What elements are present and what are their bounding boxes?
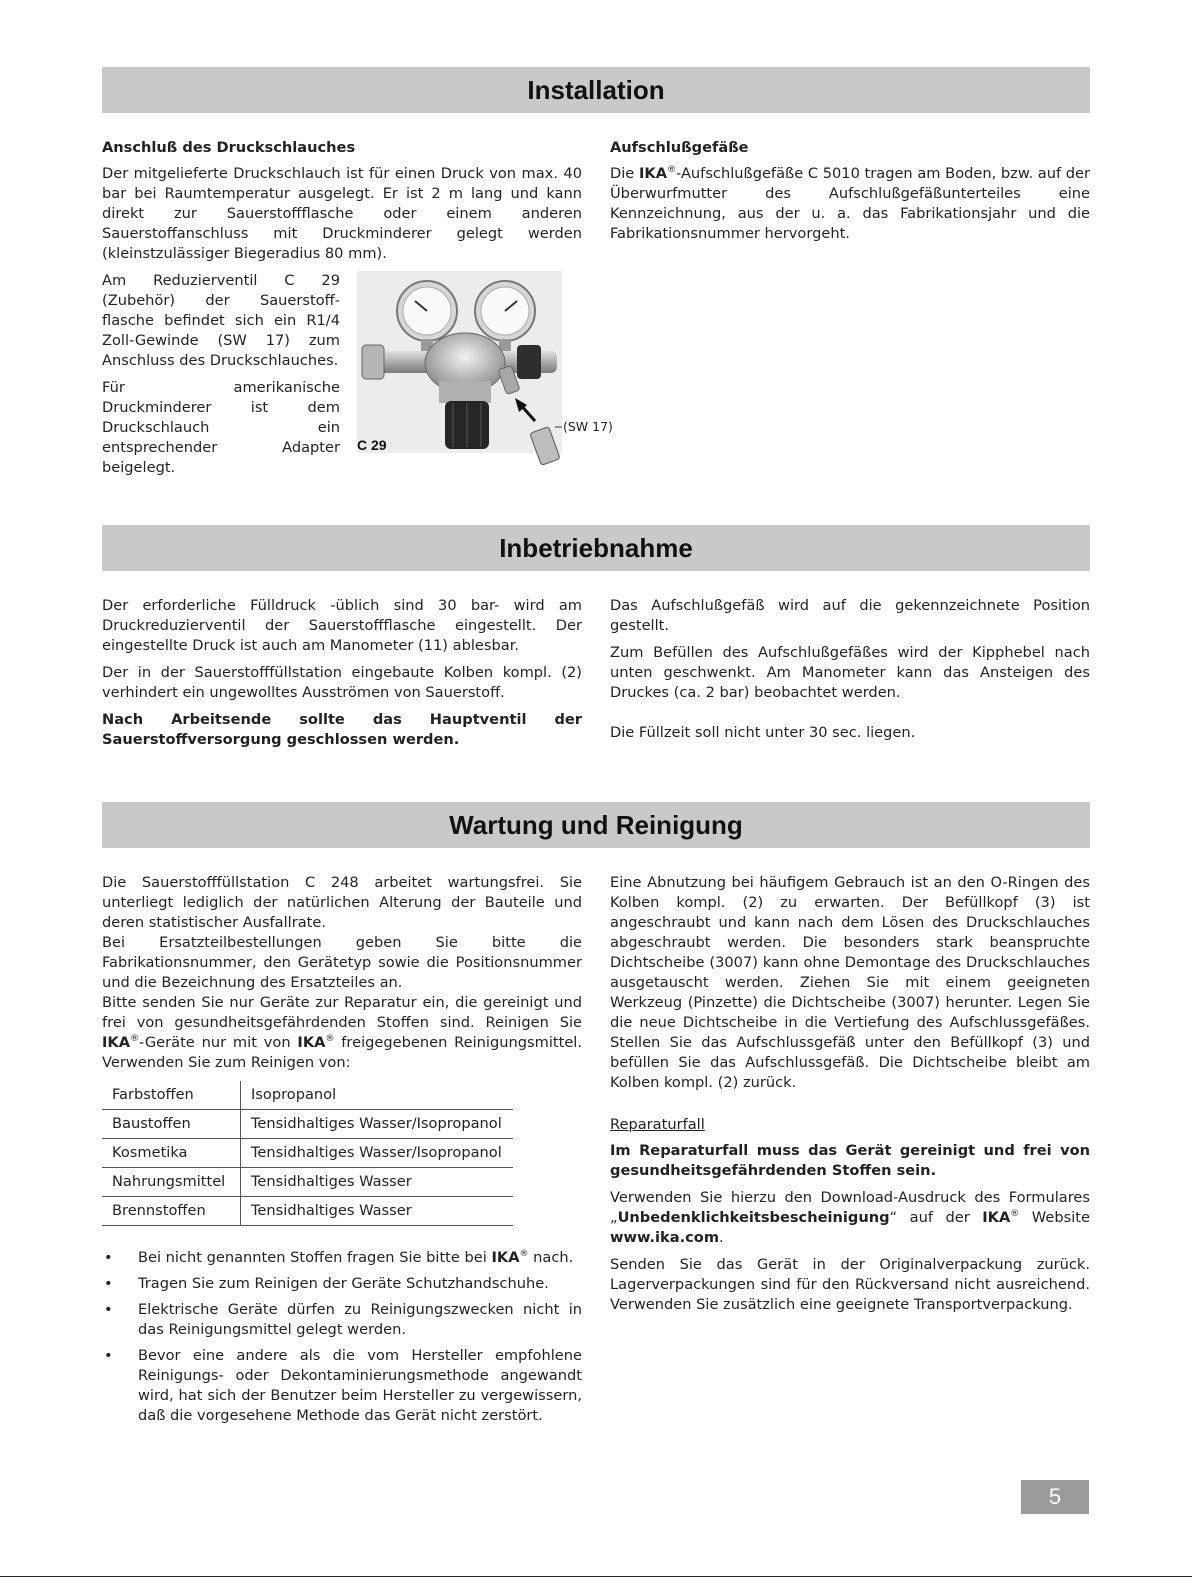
repair-requirement: Im Reparaturfall muss das Gerät gereinigt und frei von gesundheitsgefährdenden Stoffen sein. [610, 1142, 1090, 1179]
text-run: “ auf der [889, 1209, 983, 1226]
reducer-paragraph: Am Reduzierventil C 29 (Zubehör) der Sauerstoff- flasche befindet sich ein R1/4 Zoll-Gewinde (SW 17) zum Anschluss des Druckschlauches. [102, 272, 340, 369]
main-valve-warning: Nach Arbeitsende sollte das Hauptventil der Sauerstoffversorgung geschlossen werden. [102, 711, 582, 748]
material-cell: Kosmetika [102, 1139, 241, 1168]
text-run: -Geräte nur mit von [139, 1034, 298, 1051]
pressure-reducer-image [357, 271, 617, 476]
figure-callout: (SW 17) [563, 419, 613, 434]
packaging-paragraph: Senden Sie das Gerät in der Originalverpackung zurück. Lagerverpackungen sind für den Rückversand nicht ausreichend. Verwenden Sie zusätzlich eine geeignete Transportverpackung. [610, 1256, 1090, 1313]
table-row [102, 1197, 513, 1226]
registered-mark: ® [1010, 1209, 1020, 1220]
agent-cell: Isopropanol [241, 1081, 514, 1110]
brand-ika: IKA [638, 165, 667, 182]
text-run: Website [1019, 1209, 1090, 1226]
hose-paragraph: Der mitgelieferte Druckschlauch ist für einen Druck von max. 40 bar bei Raumtemperatur ausgelegt. Er ist 2 m lang und kann direkt zur Sauerstoffflasche oder einem anderen Sauerstoffanschluss mit Druckminderer gelegt werden (kleinstzulässiger Biegeradius 80 mm). [102, 165, 582, 262]
fill-pressure-paragraph: Der erforderliche Fülldruck -üblich sind 30 bar- wird am Druckreduzierventil der Sauerstoffflasche eingestellt. Der eingestellte Druck ist auch am Manometer (11) ablesbar. [102, 597, 582, 654]
spare-parts-paragraph: Bei Ersatzteilbestellungen geben Sie bitte die Fabrikationsnummer, den Gerätetyp sowie die Positionsnummer und die Bezeichnung des Ersatzteiles an. [102, 934, 582, 991]
website-link[interactable]: www.ika.com [610, 1229, 720, 1246]
brand-ika: IKA [102, 1034, 131, 1051]
section-header-inbetriebnahme: Inbetriebnahme [102, 525, 1090, 571]
list-item: • Tragen Sie zum Reinigen der Geräte Schutzhandschuhe. [102, 1274, 582, 1294]
page-number: 5 [1021, 1480, 1089, 1514]
brand-ika: IKA [982, 1209, 1011, 1226]
inbetriebnahme-left-column [102, 596, 582, 757]
inbetriebnahme-right-column [610, 596, 1090, 750]
table-row [102, 1110, 513, 1139]
text-run: . [719, 1229, 724, 1246]
fill-time-paragraph: Die Füllzeit soll nicht unter 30 sec. liegen. [610, 724, 916, 741]
adapter-paragraph: Für amerikanische Druckminderer ist dem Druckschlauch ein entsprechender Adapter beigelegt. [102, 379, 340, 476]
material-cell: Brennstoffen [102, 1197, 241, 1226]
registered-mark: ® [130, 1034, 140, 1045]
installation-right-column [610, 138, 1090, 251]
repair-cleaning-paragraph [102, 993, 582, 1073]
list-item: • Elektrische Geräte dürfen zu Reinigungszwecken nicht in das Reinigungsmittel gelegt werden. [102, 1300, 582, 1340]
registered-mark: ® [667, 165, 676, 176]
agent-cell: Tensidhaltiges Wasser [241, 1168, 514, 1197]
text-run: freigegebenen Reinigungsmittel. Verwenden Sie zum Reinigen von: [102, 1034, 583, 1071]
material-cell: Nahrungsmittel [102, 1168, 241, 1197]
agent-cell: Tensidhaltiges Wasser [241, 1197, 514, 1226]
vessels-paragraph [610, 164, 1090, 244]
cleaning-agents-table [102, 1081, 513, 1226]
brand-ika: IKA [491, 1249, 520, 1266]
repair-heading: Reparaturfall [610, 1116, 705, 1133]
bottom-rule [0, 1576, 1192, 1577]
text-run: Bitte senden Sie nur Geräte zur Reparatur ein, die gereinigt und frei von gesundheitsgefährdenden Stoffen sind. Reinigen Sie [102, 994, 582, 1031]
text-run: nach. [528, 1249, 574, 1266]
text-run: Bei nicht genannten Stoffen fragen Sie bitte bei [138, 1249, 492, 1266]
agent-cell: Tensidhaltiges Wasser/Isopropanol [241, 1139, 514, 1168]
figure-label: C 29 [357, 437, 387, 453]
pressure-reducer-figure [357, 271, 617, 476]
maintenance-free-paragraph: Die Sauerstofffüllstation C 248 arbeitet wartungsfrei. Sie unterliegt lediglich der natürlichen Alterung der Bauteile und deren statistischer Ausfallrate. [102, 874, 582, 931]
section-header-installation: Installation [102, 67, 1090, 113]
vessels-heading: Aufschlußgefäße [610, 139, 749, 156]
material-cell: Baustoffen [102, 1110, 241, 1139]
brand-ika: IKA [297, 1034, 326, 1051]
form-name: Unbedenklichkeitsbescheinigung [617, 1209, 890, 1226]
list-item: • Bevor eine andere als die vom Hersteller empfohlene Reinigungs- oder Dekontaminierungsmethode angewandt wird, hat sich der Benutzer beim Hersteller zu vergewissern, daß die vorgesehene Methode das Gerät nicht zerstört. [102, 1346, 582, 1426]
text-run: Die [610, 165, 639, 182]
material-cell: Farbstoffen [102, 1081, 241, 1110]
piston-paragraph: Der in der Sauerstofffüllstation eingebaute Kolben kompl. (2) verhindert ein ungewolltes Ausströmen von Sauerstoff. [102, 664, 582, 701]
wear-paragraph: Eine Abnutzung bei häufigem Gebrauch ist an den O-Ringen des Kolben kompl. (2) zu erwarten. Der Befüllkopf (3) ist angeschraubt und kann nach dem Lösen des Druckschlauches abgeschraubt werden. Die besonders stark beanspruchte Dichtscheibe (3007) kann ohne Demontage des Druckschlauches ausgetauscht werden. Ziehen Sie mit einem geeigneten Werkzeug (Pinzette) die Dichtscheibe (3007) herunter. Legen Sie die neue Dichtscheibe in die Vertiefung des Aufschlussgefäßes. Stellen Sie das Aufschlussgefäß unter den Befüllkopf (3) und befüllen Sie das Aufschlussgefäß. Die Dichtscheibe bleibt am Kolben kompl. (2) zurück. [610, 874, 1090, 1091]
table-row [102, 1139, 513, 1168]
repair-form-paragraph [610, 1188, 1090, 1248]
text-run: Verwenden Sie hierzu den Download-Ausdruck des Formulares „ [610, 1189, 1090, 1226]
agent-cell: Tensidhaltiges Wasser/Isopropanol [241, 1110, 514, 1139]
cleaning-notes-list [102, 1248, 582, 1426]
section-header-wartung: Wartung und Reinigung [102, 802, 1090, 848]
list-item [102, 1248, 582, 1268]
hose-connection-heading: Anschluß des Druckschlauches [102, 139, 356, 156]
wartung-right-column [610, 873, 1090, 1322]
wartung-left-column [102, 873, 582, 1432]
position-paragraph: Das Aufschlußgefäß wird auf die gekennzeichnete Position gestellt. [610, 597, 1090, 634]
text-run: -Aufschlußgefäße C 5010 tragen am Boden, bzw. auf der Überwurfmutter des Aufschlußgefäßunterteiles eine Kennzeichnung, aus der u. a. das Fabrikationsjahr und die Fabrikationsnummer hervorgeht. [610, 165, 1090, 242]
registered-mark: ® [325, 1034, 335, 1045]
table-row [102, 1081, 513, 1110]
registered-mark: ® [519, 1249, 529, 1260]
table-row [102, 1168, 513, 1197]
lever-paragraph: Zum Befüllen des Aufschlußgefäßes wird der Kipphebel nach unten geschwenkt. Am Manometer kann das Ansteigen des Druckes (ca. 2 bar) beobachtet werden. [610, 644, 1090, 701]
